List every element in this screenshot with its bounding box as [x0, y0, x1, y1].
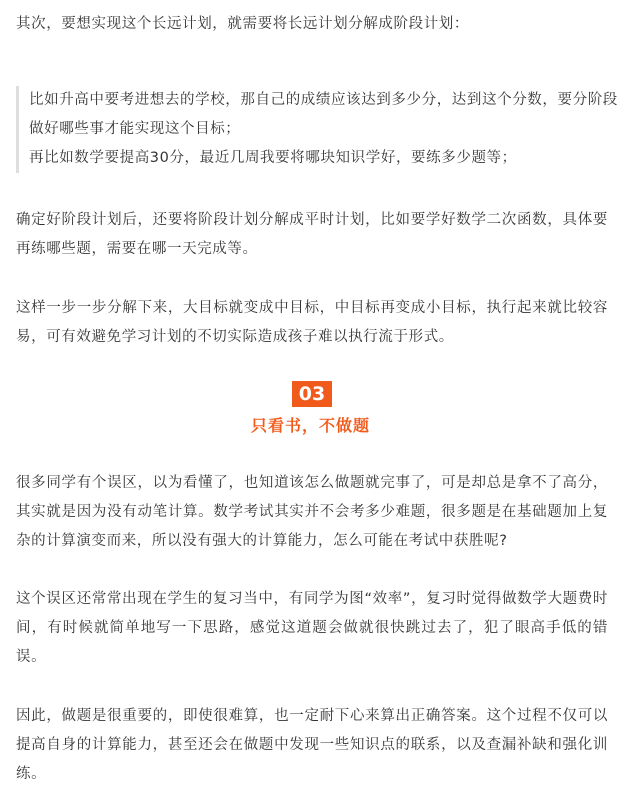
section-number-badge: 03: [292, 381, 332, 407]
quote-line-1: 比如升高中要考进想去的学校，那自己的成绩应该达到多少分，达到这个分数，要分阶段做好哪些事才能实现这个目标；: [29, 92, 618, 137]
paragraph-4: 这个误区还常常出现在学生的复习当中，有同学为图“效率”，复习时觉得做数学大题费时间，有时候就简单地写一下思路，感觉这道题会做就很快跳过去了，犯了眼高手低的错误。: [16, 591, 608, 665]
section-title: 只看书，不做题: [250, 416, 370, 435]
intro-paragraph: 其次，要想实现这个长远计划，就需要将长远计划分解成阶段计划：: [16, 16, 469, 32]
paragraph-2: 这样一步一步分解下来，大目标就变成中目标，中目标再变成小目标，执行起来就比较容易，可有效避免学习计划的不切实际造成孩子难以执行流于形式。: [16, 300, 608, 345]
quote-line-2: 再比如数学要提高30分，最近几周我要将哪块知识学好，要练多少题等；: [29, 150, 517, 166]
paragraph-5: 因此，做题是很重要的，即使很难算，也一定耐下心来算出正确答案。这个过程不仅可以提高自身的计算能力，甚至还会在做题中发现一些知识点的联系，以及查漏补缺和强化训练。: [16, 708, 608, 782]
paragraph-3: 很多同学有个误区，以为看懂了，也知道该怎么做题就完事了，可是却总是拿不了高分，其实就是因为没有动笔计算。数学考试其实并不会考多少难题，很多题是在基础题加上复杂的计算演变而来，所以没有强大的计算能力，怎么可能在考试中获胜呢?: [16, 475, 608, 549]
blockquote: [16, 86, 619, 173]
paragraph-1: 确定好阶段计划后，还要将阶段计划分解成平时计划，比如要学好数学二次函数，具体要再练哪些题，需要在哪一天完成等。: [16, 212, 608, 257]
